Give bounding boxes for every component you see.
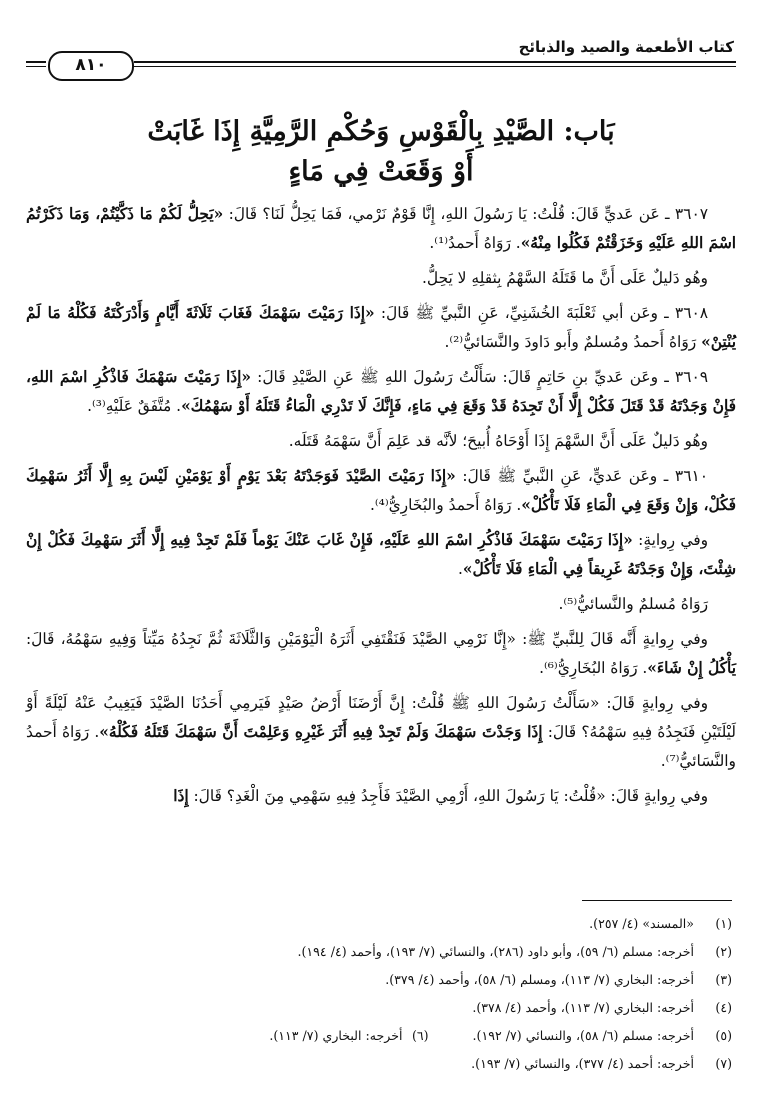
footnote [26,1022,732,1050]
text-span: ٣٦٠٧ ـ عَن عَديٍّ قَالَ: قُلْتُ: يَا رَسُولَ اللهِ، إِنَّا قَوْمٌ نَرْمي، فَمَا يَحِلُّ لَنَا؟ قَالَ: [223,205,708,223]
footnotes [26,910,732,1078]
footnote-number: (٦) [411,1028,429,1043]
main-text [26,200,736,817]
text-span: . رَوَاهُ أَحمدُ والنَّسَائيُّ⁽⁷⁾. [26,723,736,770]
hadith-3607 [26,200,736,258]
footnote-number: (٢) [715,944,732,959]
footnote-number: (٤) [715,1000,732,1015]
text-span: . رَوَاهُ أَحمدُ والبُخَارِيُّ⁽⁴⁾. [369,496,522,514]
header-rule [134,61,736,63]
footnote [26,910,732,938]
footnote-number: (٣) [715,972,732,987]
narration [26,689,736,776]
text-span: . رَوَاهُ أَحمدُ⁽¹⁾. [429,234,521,252]
header-rule-left-thin [26,66,46,67]
footnote-text: أخرجه: مسلم (٦/ ٥٩)، وأبو داود (٢٨٦)، والنسائي (٧/ ١٩٣)، وأحمد (٤/ ١٩٤). [297,944,694,959]
text-span: وفي رِوايةٍ قَالَ: «قُلْتُ: يَا رَسُولَ اللهِ، أَرْمِي الصَّيْدَ فَأَجِدُ فِيهِ سَهْمِي مِنَ الْغَدِ؟ قَالَ: [188,787,708,805]
footnote-text: أخرجه: البخاري (٧/ ١١٣). [269,1028,403,1043]
hadith-quote: «إِذَا رَمَيْتَ الصَّيْدَ فَوَجَدْتَهُ بَعْدَ يَوْمٍ أَوْ يَوْمَيْنِ لَيْسَ بِهِ إِلَّا أَثَرُ سَهْمِكَ فَكُلْ، وَإِنْ وَقَعَ فِي الْمَاءِ فَلَا تَأْكُلْ» [26,467,736,514]
text-span: رَوَاهُ أَحمدُ ومُسلمٌ وأَبو دَاودَ والنَّسَائيُّ⁽²⁾. [444,333,702,351]
hadith-quote: «إِذَا رَمَيْتَ سَهْمَكَ فَاذْكُرِ اسْمَ اللهِ عَلَيْهِ، فَإِنْ غَابَ عَنْكَ يَوْماً فَلَمْ تَجِدْ فِيهِ إِلَّا أَثَرَ سَهْمِكَ فَكُلْ إِنْ شِئْتَ، وَإِنْ وَجَدْتَهُ غَرِيقاً فِي الْمَاءِ فَلَا تَأْكُلْ» [26,531,736,578]
footnote-number: (٥) [715,1028,732,1043]
text-span: وفي رِوايةٍ: [632,531,708,549]
hadith-quote: إِذَا [173,787,189,805]
narration [26,526,736,584]
text-span: ٣٦٠٨ ـ وعَن أبي ثَعْلَبَةَ الخُشَنِيِّ، عَنِ النَّبيِّ ﷺ قَالَ: [374,304,708,322]
footnote-text: أخرجه: البخاري (٧/ ١١٣)، ومسلم (٦/ ٥٨)، وأحمد (٤/ ٣٧٩). [385,972,694,987]
text-span: . رَوَاهُ البُخَارِيُّ⁽⁶⁾. [539,659,648,677]
commentary: وهُو دَليلٌ عَلَى أَنَّ السَّهْمَ إِذَا أَوْحَاهُ أُبيحَ؛ لأنَّه قد عَلِمَ أَنَّ سَهْمَهُ قَتَلَه. [288,432,708,450]
footnote [26,938,732,966]
footnote [26,966,732,994]
page-header [26,34,736,82]
hadith-quote: «يَحِلُّ لَكُمْ مَا ذَكَّيْتُمْ، وَمَا ذَكَرْتُمُ اسْمَ اللهِ عَلَيْهِ وَخَزَقْتُمْ فَكُلُوا مِنْهُ» [26,205,736,252]
text-span: ٣٦٠٩ ـ وعَن عَديِّ بنِ حَاتِمٍ قَالَ: سَأَلْتُ رَسُولَ اللهِ ﷺ عَنِ الصَّيْدِ قَالَ: [250,368,708,386]
hadith-quote: «إِذَا رَمَيْتَ سَهْمَكَ فَاذْكُرِ اسْمَ اللهِ، فَإِنْ وَجَدْتَهُ قَدْ قَتَلَ فَكُلْ إِلَّا أَنْ تَجِدَهُ قَدْ وَقَعَ فِي مَاءٍ، فَإِنَّكَ لَا تَدْرِي الْمَاءُ قَتَلَهُ أَوْ سَهْمُكَ» [26,368,736,415]
footnote-inline [269,1028,428,1043]
chapter-heading-line-1: بَاب: الصَّيْدِ بِالْقَوْسِ وَحُكْمِ الرَّمِيَّةِ إِذَا غَابَتْ [147,116,615,147]
commentary: وهُو دَليلٌ عَلَى أَنَّ ما قَتَلَهُ السَّهْمُ بِثقلِهِ لا يَحِلُّ. [422,269,708,287]
text-span: ٣٦١٠ ـ وعَن عَديٍّ، عَنِ النَّبيِّ ﷺ قَالَ: [455,467,708,485]
reference: رَوَاهُ مُسلمٌ والنَّسائيُّ⁽⁵⁾. [558,595,708,613]
narration [26,625,736,683]
page-number: ٨١٠ [48,51,134,81]
hadith-3609 [26,363,736,421]
hadith-quote: يَأْكُلُ إِنْ شَاءَ» [647,659,736,677]
hadith-3610 [26,462,736,520]
text-span: . مُتَّفَقٌ عَلَيْهِ⁽³⁾. [87,397,182,415]
footnote [26,1050,732,1078]
chapter-heading [60,112,702,192]
footnote-text: أخرجه: مسلم (٦/ ٥٨)، والنسائي (٧/ ١٩٢). [472,1028,694,1043]
header-rule-left [26,61,46,63]
chapter-heading-line-2: أَوْ وَقَعَتْ فِي مَاءٍ [288,156,474,187]
text-span: وفي رِوايةٍ أَنَّه قَالَ لِلنَّبيِّ ﷺ: «إِنَّا نَرْمِي الصَّيْدَ فَنَقْتَفِي أَثَرَهُ الْيَوْمَيْنِ وَالثَّلَاثَةَ ثُمَّ نَجِدُهُ مَيِّتاً وَفِيهِ سَهْمُهُ، قَالَ: [26,630,708,648]
footnote-text: أخرجه: البخاري (٧/ ١١٣)، وأحمد (٤/ ٣٧٨). [472,1000,694,1015]
footnote-number: (١) [715,916,732,931]
footnote [26,994,732,1022]
footnote-separator [582,900,732,901]
hadith-quote: «إِذَا رَمَيْتَ سَهْمَكَ فَغَابَ ثَلَاثَةَ أَيَّامٍ وَأَدْرَكْتَهُ فَكُلْهُ مَا لَمْ يُنْتِنْ» [26,304,736,351]
footnote-number: (٧) [715,1056,732,1071]
header-rule-thin [134,66,736,67]
footnote-text: أخرجه: أحمد (٤/ ٣٧٧)، والنسائي (٧/ ١٩٣). [471,1056,694,1071]
text-span: وفي رِوايةٍ قَالَ: «سَأَلْتُ رَسُولَ اللهِ ﷺ قُلْتُ: إِنَّ أَرْضَنَا أَرْضُ صَيْدٍ فَيَرمِي أَحَدُنَا الصَّيْدَ فَيَغِيبُ عَنْهُ لَيْلَةً أَوْ لَيْلَتَيْنِ فَنَجِدُهُ فِيهِ سَهْمُهُ؟ قَالَ: [26,694,736,741]
narration [26,782,736,811]
book-title: كتاب الأطعمة والصيد والذبائح [518,38,734,56]
footnote-text: «المسند» (٤/ ٢٥٧). [589,916,694,931]
hadith-quote: إِذَا وَجَدْتَ سَهْمَكَ وَلَمْ تَجِدْ فِيهِ أَثَرَ غَيْرِهِ وَعَلِمْتَ أَنَّ سَهْمَكَ قَتَلَهُ فَكُلْهُ» [99,723,543,741]
hadith-3608 [26,299,736,357]
text-span: . [458,560,463,578]
